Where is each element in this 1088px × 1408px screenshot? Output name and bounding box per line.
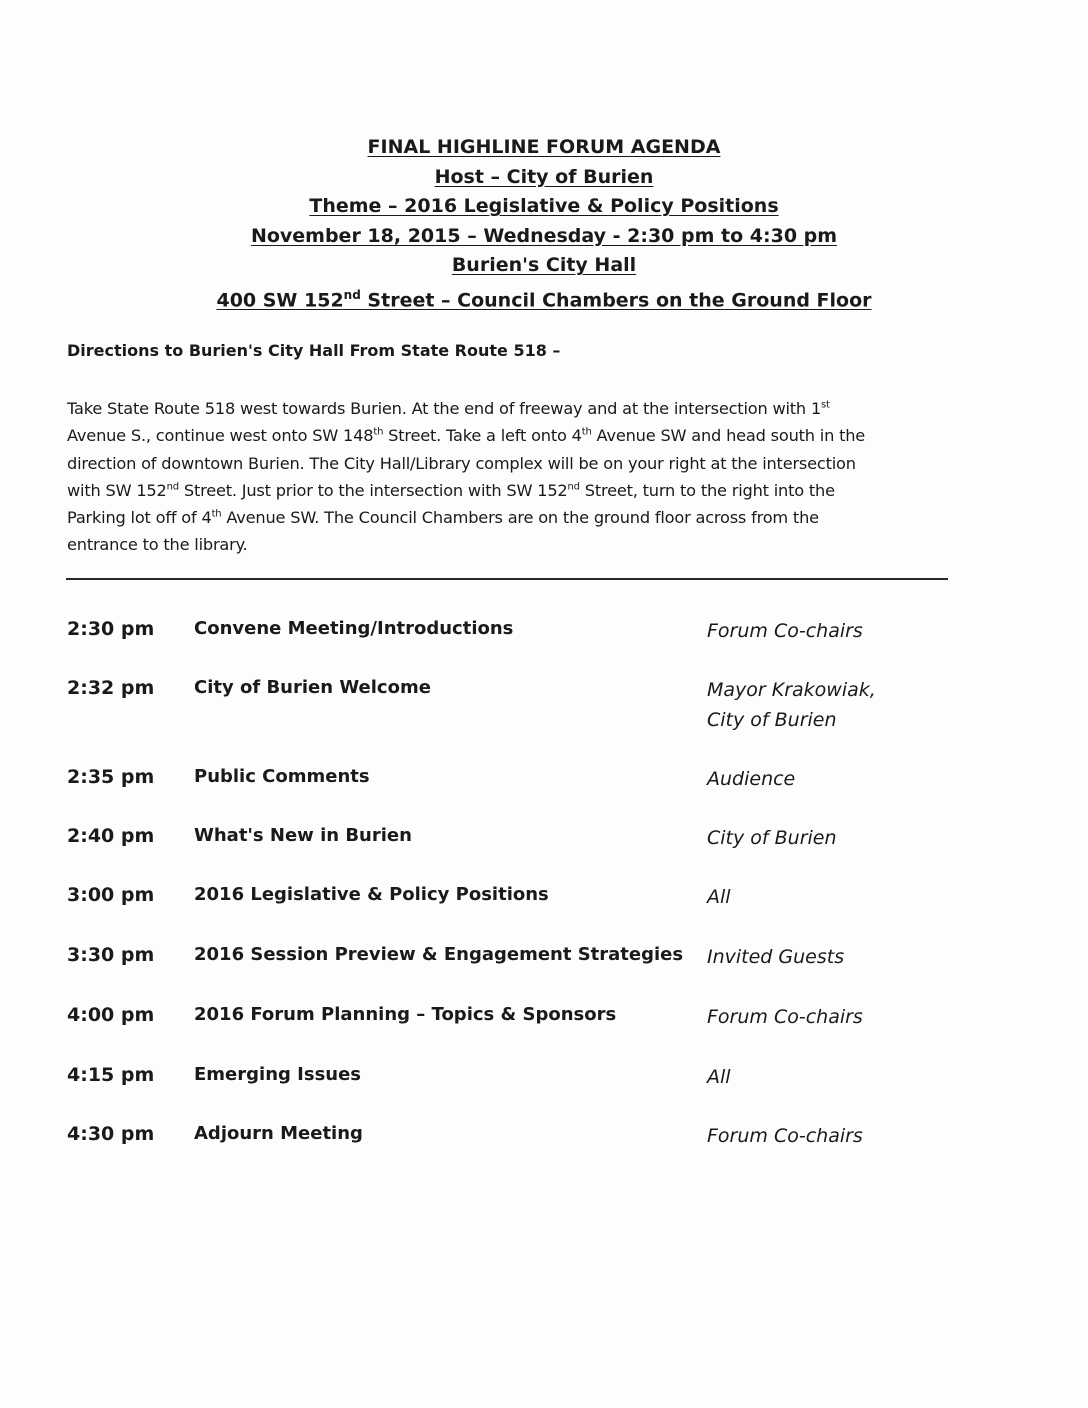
agenda-time: 4:15 pm [67,1064,155,1086]
agenda-item: What's New in Burien [194,825,412,846]
agenda-item: Adjourn Meeting [194,1123,363,1144]
agenda-item: City of Burien Welcome [194,677,431,698]
directions-line: Take State Route 518 west towards Burien. At the end of freeway and at the intersection with 1st [67,399,830,418]
directions-line: Avenue S., continue west onto SW 148th Street. Take a left onto 4th Avenue SW and head south in the [67,426,866,446]
agenda-time: 2:35 pm [67,766,155,788]
agenda-presenter: Invited Guests [707,946,845,968]
agenda-presenter: Audience [707,768,796,790]
agenda-time: 4:30 pm [67,1123,155,1145]
agenda-date: November 18, 2015 – Wednesday - 2:30 pm to 4:30 pm [250,224,838,247]
agenda-time: 3:00 pm [67,884,155,906]
agenda-presenter: Forum Co-chairs [707,1006,863,1028]
agenda-presenter: Mayor Krakowiak, City of Burien [707,679,876,731]
agenda-item: 2016 Session Preview & Engagement Strategies [194,944,684,965]
agenda-time: 3:30 pm [67,944,155,966]
agenda-item: 2016 Legislative & Policy Positions [194,884,549,905]
agenda-time: 4:00 pm [67,1004,155,1026]
directions-line: entrance to the library. [67,535,248,555]
directions-line: with SW 152nd Street. Just prior to the intersection with SW 152nd Street, turn to the right into the [67,480,835,500]
agenda-presenter: Forum Co-chairs [707,620,863,642]
agenda-presenter: Forum Co-chairs [707,1125,863,1147]
directions-line: direction of downtown Burien. The City Hall/Library complex will be on your right at the intersection [67,453,856,473]
agenda-venue: Burien's City Hall [451,254,637,277]
agenda-item: Convene Meeting/Introductions [194,618,514,639]
agenda-presenter: All [707,1066,731,1088]
agenda-host: Host – City of Burien [434,165,654,188]
directions-title: Directions to Burien's City Hall From State Route 518 – [67,341,561,360]
agenda-item: Emerging Issues [194,1064,362,1085]
agenda-title: FINAL HIGHLINE FORUM AGENDA [367,136,721,158]
agenda-theme: Theme – 2016 Legislative & Policy Positions [309,195,779,218]
agenda-time: 2:40 pm [67,825,155,847]
agenda-address: 400 SW 152nd Street – Council Chambers on the Ground Floor [216,287,872,312]
agenda-presenter: All [707,886,731,908]
agenda-time: 2:32 pm [67,677,155,699]
agenda-item: 2016 Forum Planning – Topics & Sponsors [194,1004,617,1025]
agenda-time: 2:30 pm [67,618,155,640]
directions-line: Parking lot off of 4th Avenue SW. The Council Chambers are on the ground floor across from the [67,508,819,528]
agenda-presenter: City of Burien [707,827,837,849]
agenda-item: Public Comments [194,766,370,787]
